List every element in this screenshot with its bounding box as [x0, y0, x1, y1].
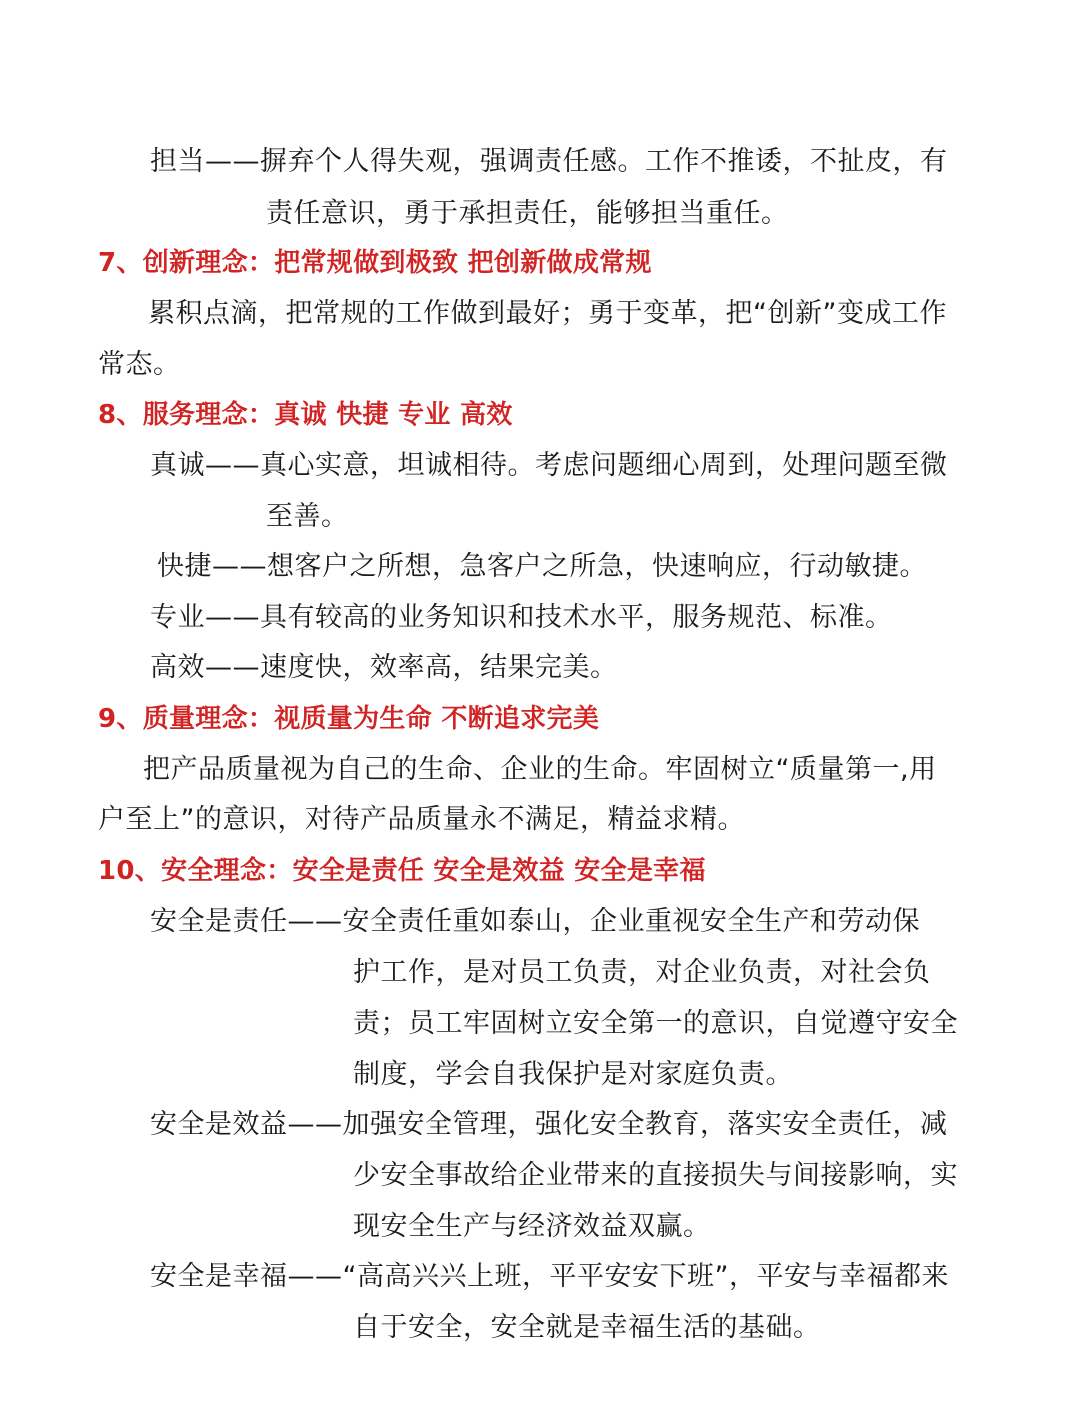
section-9-line-2: 户至上”的意识，对待产品质量永不满足，精益求精。 — [98, 804, 745, 835]
section-7-heading: 7、创新理念：把常规做到极致 把创新做成常规 — [98, 248, 652, 278]
kuaijie-line: 快捷——想客户之所想，急客户之所急，快速响应，行动敏捷。 — [157, 551, 927, 582]
zeren-line-1: 安全是责任——安全责任重如泰山，企业重视安全生产和劳动保 — [150, 906, 920, 937]
xingfu-line-2: 自于安全，安全就是幸福生活的基础。 — [353, 1312, 821, 1343]
section-10-heading: 10、安全理念：安全是责任 安全是效益 安全是幸福 — [98, 856, 706, 886]
zeren-line-2: 护工作，是对员工负责，对企业负责，对社会负 — [353, 957, 931, 988]
dandang-line-2: 责任意识，勇于承担责任，能够担当重任。 — [266, 198, 789, 229]
zeren-line-4: 制度，学会自我保护是对家庭负责。 — [353, 1059, 793, 1090]
section-7-line-2: 常态。 — [98, 349, 181, 380]
dandang-line-1: 担当——摒弃个人得失观，强调责任感。工作不推诿，不扯皮，有 — [150, 146, 948, 177]
xiaoyi-line-2: 少安全事故给企业带来的直接损失与间接影响，实 — [353, 1160, 958, 1191]
xiaoyi-line-3: 现安全生产与经济效益双赢。 — [353, 1211, 711, 1242]
section-7-line-1: 累积点滴，把常规的工作做到最好；勇于变革，把“创新”变成工作 — [148, 298, 947, 329]
zeren-line-3: 责；员工牢固树立安全第一的意识，自觉遵守安全 — [353, 1008, 958, 1039]
section-9-heading: 9、质量理念：视质量为生命 不断追求完美 — [98, 704, 600, 734]
zhencheng-line-1: 真诚——真心实意，坦诚相待。考虑问题细心周到，处理问题至微 — [150, 450, 948, 481]
gaoxiao-line: 高效——速度快，效率高，结果完美。 — [150, 652, 618, 683]
xingfu-line-1: 安全是幸福——“高高兴兴上班，平平安安下班”，平安与幸福都来 — [150, 1261, 949, 1292]
zhencheng-line-2: 至善。 — [266, 501, 349, 532]
section-9-line-1: 把产品质量视为自己的生命、企业的生命。牢固树立“质量第一,用 — [143, 754, 937, 785]
section-8-heading: 8、服务理念：真诚 快捷 专业 高效 — [98, 400, 513, 430]
xiaoyi-line-1: 安全是效益——加强安全管理，强化安全教育，落实安全责任，减 — [150, 1109, 948, 1140]
zhuanye-line: 专业——具有较高的业务知识和技术水平，服务规范、标准。 — [150, 602, 893, 633]
